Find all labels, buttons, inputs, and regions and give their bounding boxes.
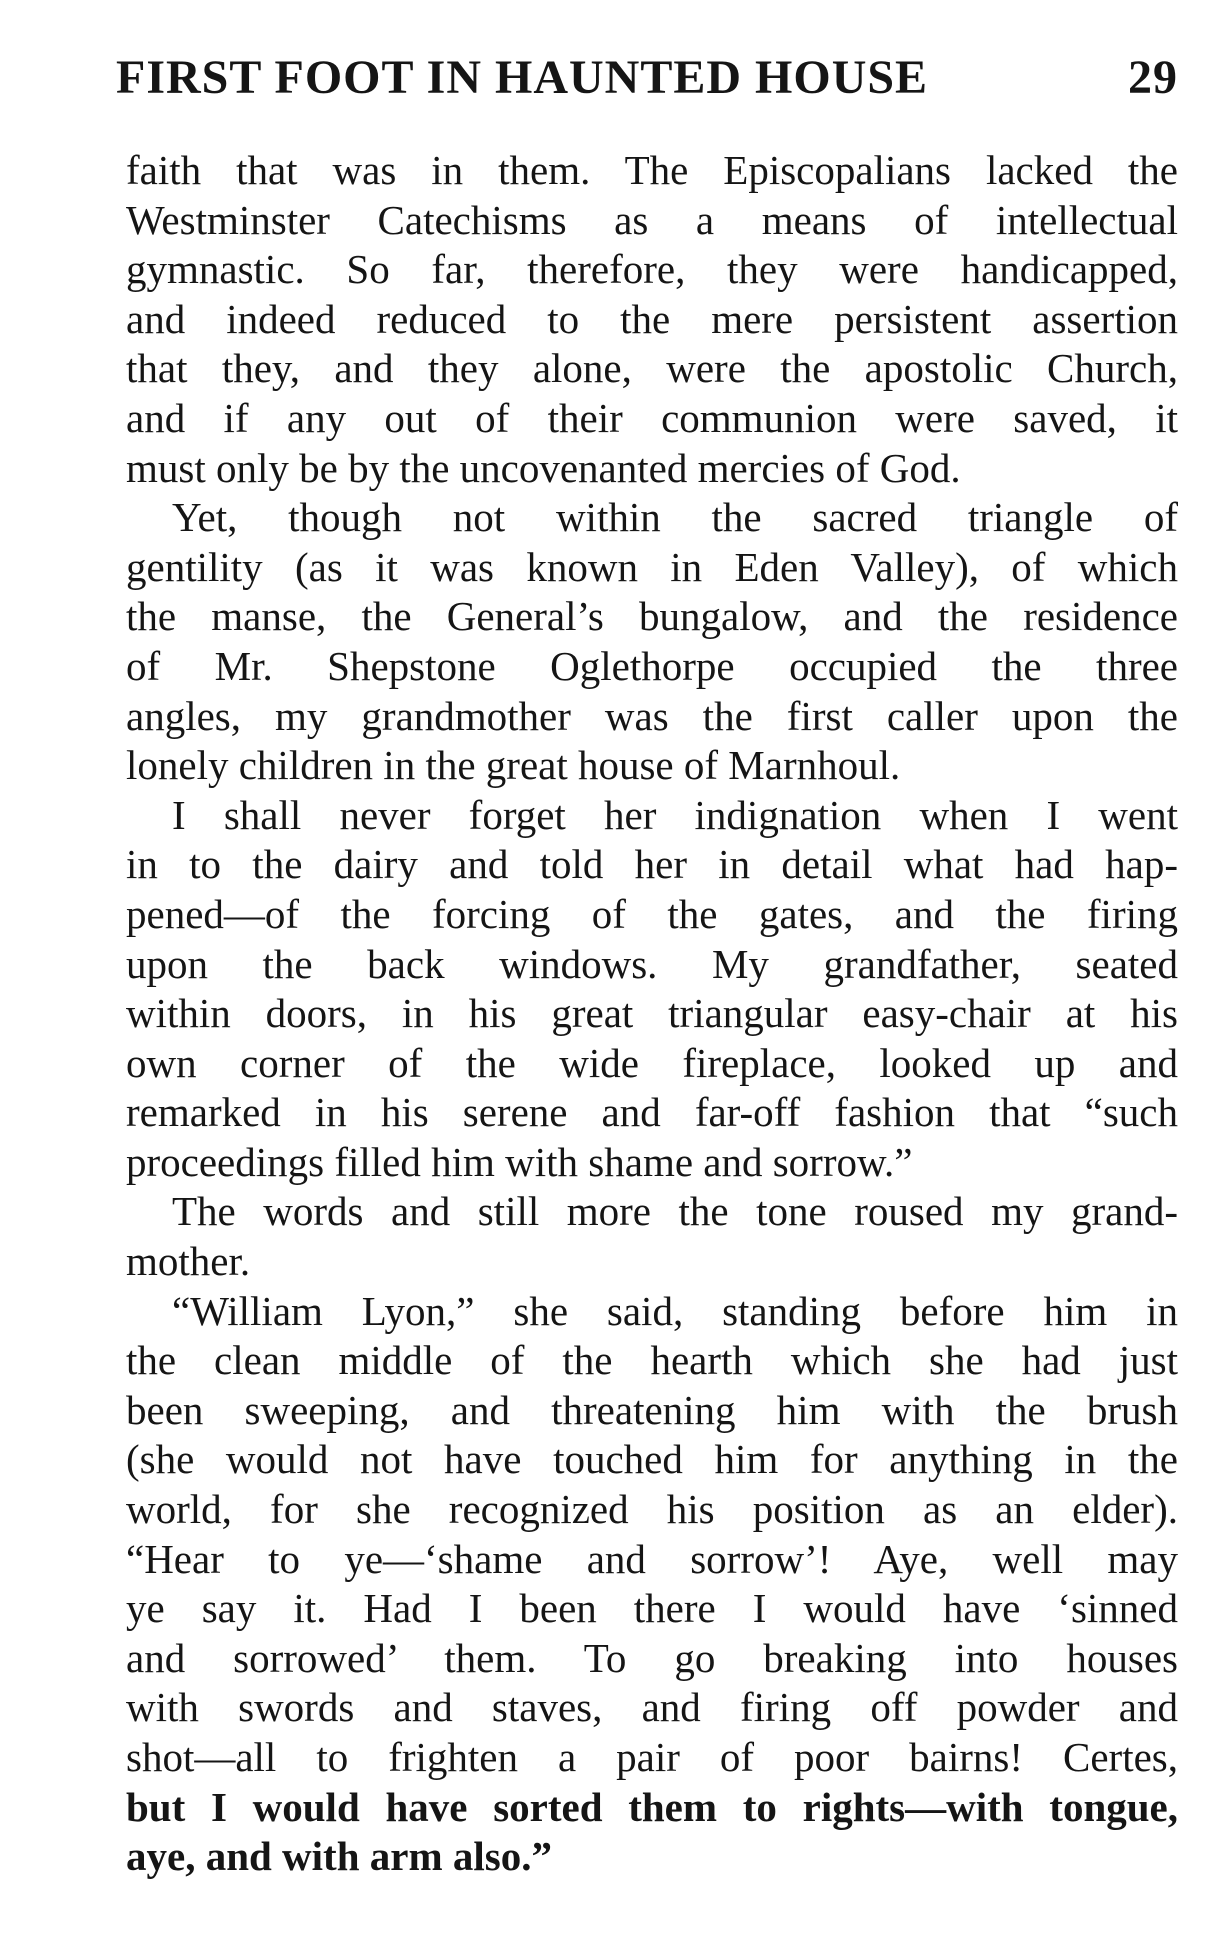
text-line: world, for she recognized his position as an elder). [126,1486,1178,1533]
text-line: within doors, in his great triangular easy-chair at his [126,990,1178,1037]
text-line: with swords and staves, and firing off powder and [126,1684,1178,1731]
body-text [126,146,1178,1882]
chapter-title: FIRST FOOT IN HAUNTED HOUSE [116,51,929,104]
text-line: proceedings filled him with shame and sorrow.” [126,1138,913,1185]
text-line: the manse, the General’s bungalow, and the residence [126,593,1178,640]
text-line: upon the back windows. My grandfather, seated [126,940,1178,987]
text-line: ye say it. Had I been there I would have ‘sinned [126,1585,1178,1632]
text-line: (she would not have touched him for anything in the [126,1436,1178,1483]
text-line: remarked in his serene and far-off fashion that “such [126,1089,1178,1136]
text-line: I shall never forget her indignation when I went [172,791,1178,838]
text-line: must only be by the uncovenanted mercies of God. [126,444,961,491]
text-line: The words and still more the tone roused my grand- [172,1188,1178,1235]
text-line: and if any out of their communion were saved, it [126,394,1178,441]
text-line: pened—of the forcing of the gates, and the firing [126,890,1178,937]
text-line: own corner of the wide fireplace, looked up and [126,1039,1178,1086]
text-line: lonely children in the great house of Marnhoul. [126,742,901,789]
text-line: “Hear to ye—‘shame and sorrow’! Aye, well may [126,1535,1178,1582]
text-line: faith that was in them. The Episcopalians lacked the [126,147,1178,193]
page-number: 29 [1128,51,1178,104]
text-line: of Mr. Shepstone Oglethorpe occupied the three [126,642,1178,689]
text-line: Westminster Catechisms as a means of intellectual [126,196,1178,243]
text-line: “William Lyon,” she said, standing before him in [172,1287,1178,1334]
text-line: shot—all to frighten a pair of poor bairns! Certes, [126,1734,1178,1780]
text-line: and indeed reduced to the mere persistent assertion [126,295,1178,342]
text-line: the clean middle of the hearth which she had just [126,1337,1178,1384]
text-line: that they, and they alone, were the apostolic Church, [126,345,1178,392]
text-line: angles, my grandmother was the first caller upon the [126,692,1178,739]
text-line: mother. [126,1238,251,1285]
text-line: but I would have sorted them to rights—with tongue, [126,1783,1178,1830]
text-line: and sorrowed’ them. To go breaking into houses [126,1634,1178,1681]
text-line: aye, and with arm also.” [126,1833,552,1880]
running-header [116,50,1178,116]
text-line: Yet, though not within the sacred triangle of [172,494,1178,541]
text-line: gentility (as it was known in Eden Valley), of which [126,543,1178,590]
text-line: gymnastic. So far, therefore, they were handicapped, [126,246,1178,293]
text-line: been sweeping, and threatening him with the brush [126,1386,1178,1433]
text-line: in to the dairy and told her in detail what had hap- [126,841,1178,888]
